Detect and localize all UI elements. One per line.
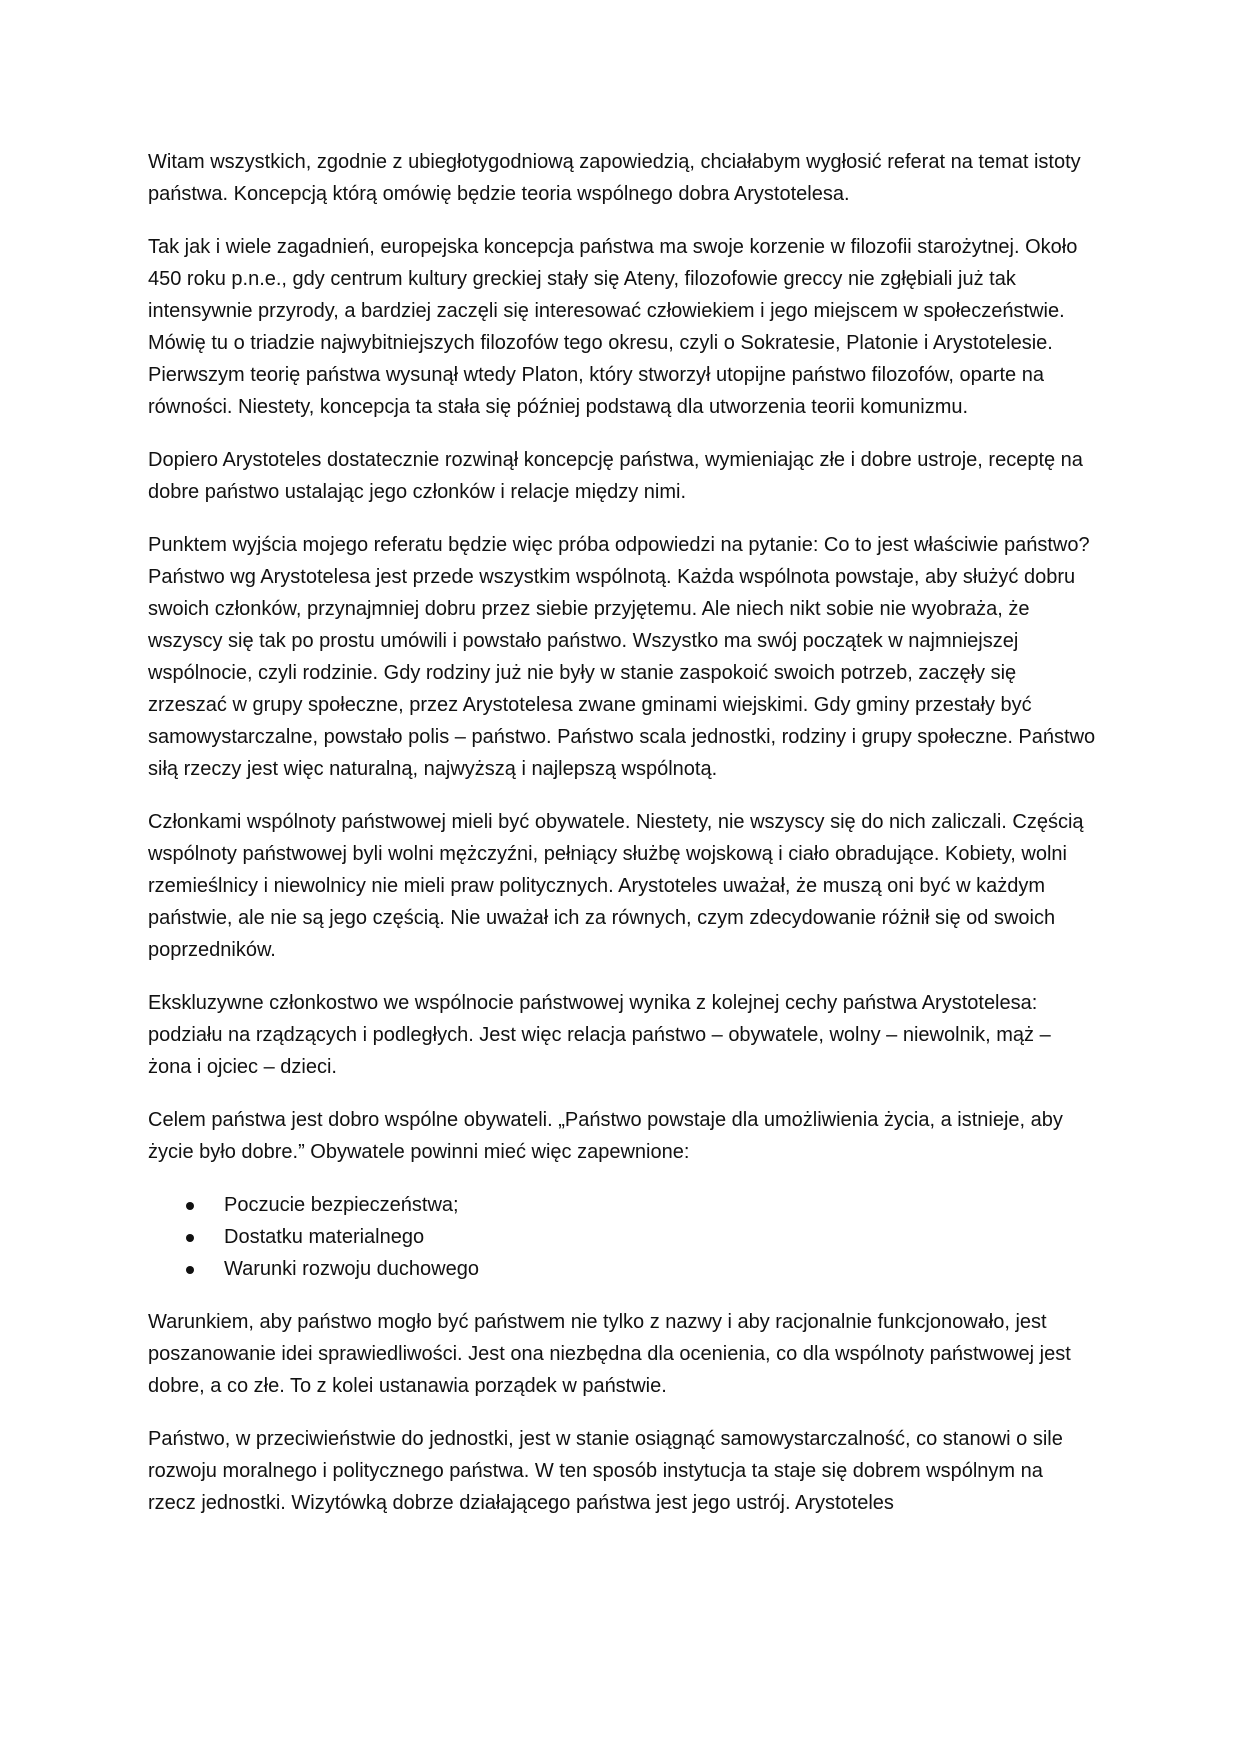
paragraph-citizens: Członkami wspólnoty państwowej mieli być obywatele. Niestety, nie wszyscy się do nich zaliczali. Częścią wspólnoty państwowej byli wolni mężczyźni, pełniący służbę wojskową i ciało obradujące. Kobiety, wolni rzemieślnicy i niewolnicy nie mieli praw politycznych. Arystoteles uważał, że muszą oni być w każdym państwie, ale nie są jego częścią. Nie uważał ich za równych, czym zdecydowanie różnił się od swoich poprzedników.	[148, 811, 1084, 961]
list-item	[148, 1253, 1096, 1285]
bullet-list	[148, 1189, 1096, 1285]
paragraph-aristotle-concept: Dopiero Arystoteles dostatecznie rozwinął koncepcję państwa, wymieniając złe i dobre ustroje, receptę na dobre państwo ustalając jego członków i relacje między nimi.	[148, 449, 1083, 503]
list-item-text: Dostatku materialnego	[224, 1226, 425, 1248]
paragraph-justice: Warunkiem, aby państwo mogło być państwem nie tylko z nazwy i aby racjonalnie funkcjonowało, jest poszanowanie idei sprawiedliwości. Jest ona niezbędna dla ocenienia, co dla wspólnoty państwowej jest dobre, a co złe. To z kolei ustanawia porządek w państwie.	[148, 1311, 1071, 1397]
paragraph-intro: Witam wszystkich, zgodnie z ubiegłotygodniową zapowiedzią, chciałabym wygłosić referat na temat istoty państwa. Koncepcją którą omówię będzie teoria wspólnego dobra Arystotelesa.	[148, 151, 1081, 205]
paragraph-exclusive-membership: Ekskluzywne członkostwo we wspólnocie państwowej wynika z kolejnej cechy państwa Arystotelesa: podziału na rządzących i podległych. Jest więc relacja państwo – obywatele, wolny – niewolnik, mąż – żona i ojciec – dzieci.	[148, 992, 1051, 1078]
list-item-text: Warunki rozwoju duchowego	[224, 1258, 479, 1280]
list-item	[148, 1221, 1096, 1253]
list-item-text: Poczucie bezpieczeństwa;	[224, 1194, 459, 1216]
document-body	[148, 146, 1096, 1540]
list-item	[148, 1189, 1096, 1221]
paragraph-ancient-philosophy: Tak jak i wiele zagadnień, europejska koncepcja państwa ma swoje korzenie w filozofii starożytnej. Około 450 roku p.n.e., gdy centrum kultury greckiej stały się Ateny, filozofowie greccy nie zgłębiali już tak intensywnie przyrody, a bardziej zaczęli się interesować człowiekiem i jego miejscem w społeczeństwie. Mówię tu o triadzie najwybitniejszych filozofów tego okresu, czyli o Sokratesie, Platonie i Arystotelesie. Pierwszym teorię państwa wysunął wtedy Platon, który stworzył utopijne państwo filozofów, oparte na równości. Niestety, koncepcja ta stała się później podstawą dla utworzenia teorii komunizmu.	[148, 236, 1078, 418]
paragraph-self-sufficiency: Państwo, w przeciwieństwie do jednostki, jest w stanie osiągnąć samowystarczalność, co stanowi o sile rozwoju moralnego i politycznego państwa. W ten sposób instytucja ta staje się dobrem wspólnym na rzecz jednostki. Wizytówką dobrze działającego państwa jest jego ustrój. Arystoteles	[148, 1428, 1063, 1514]
bullet-icon	[186, 1234, 194, 1242]
paragraph-common-good: Celem państwa jest dobro wspólne obywateli. „Państwo powstaje dla umożliwienia życia, a istnieje, aby życie było dobre.” Obywatele powinni mieć więc zapewnione:	[148, 1109, 1063, 1163]
bullet-icon	[186, 1266, 194, 1274]
paragraph-what-is-state: Punktem wyjścia mojego referatu będzie więc próba odpowiedzi na pytanie: Co to jest właściwie państwo? Państwo wg Arystotelesa jest przede wszystkim wspólnotą. Każda wspólnota powstaje, aby służyć dobru swoich członków, przynajmniej dobru przez siebie przyjętemu. Ale niech nikt sobie nie wyobraża, że wszyscy się tak po prostu umówili i powstało państwo. Wszystko ma swój początek w najmniejszej wspólnocie, czyli rodzinie. Gdy rodziny już nie były w stanie zaspokoić swoich potrzeb, zaczęły się zrzeszać w grupy społeczne, przez Arystotelesa zwane gminami wiejskimi. Gdy gminy przestały być samowystarczalne, powstało polis – państwo. Państwo scala jednostki, rodziny i grupy społeczne. Państwo siłą rzeczy jest więc naturalną, najwyższą i najlepszą wspólnotą.	[148, 534, 1096, 780]
bullet-icon	[186, 1202, 194, 1210]
